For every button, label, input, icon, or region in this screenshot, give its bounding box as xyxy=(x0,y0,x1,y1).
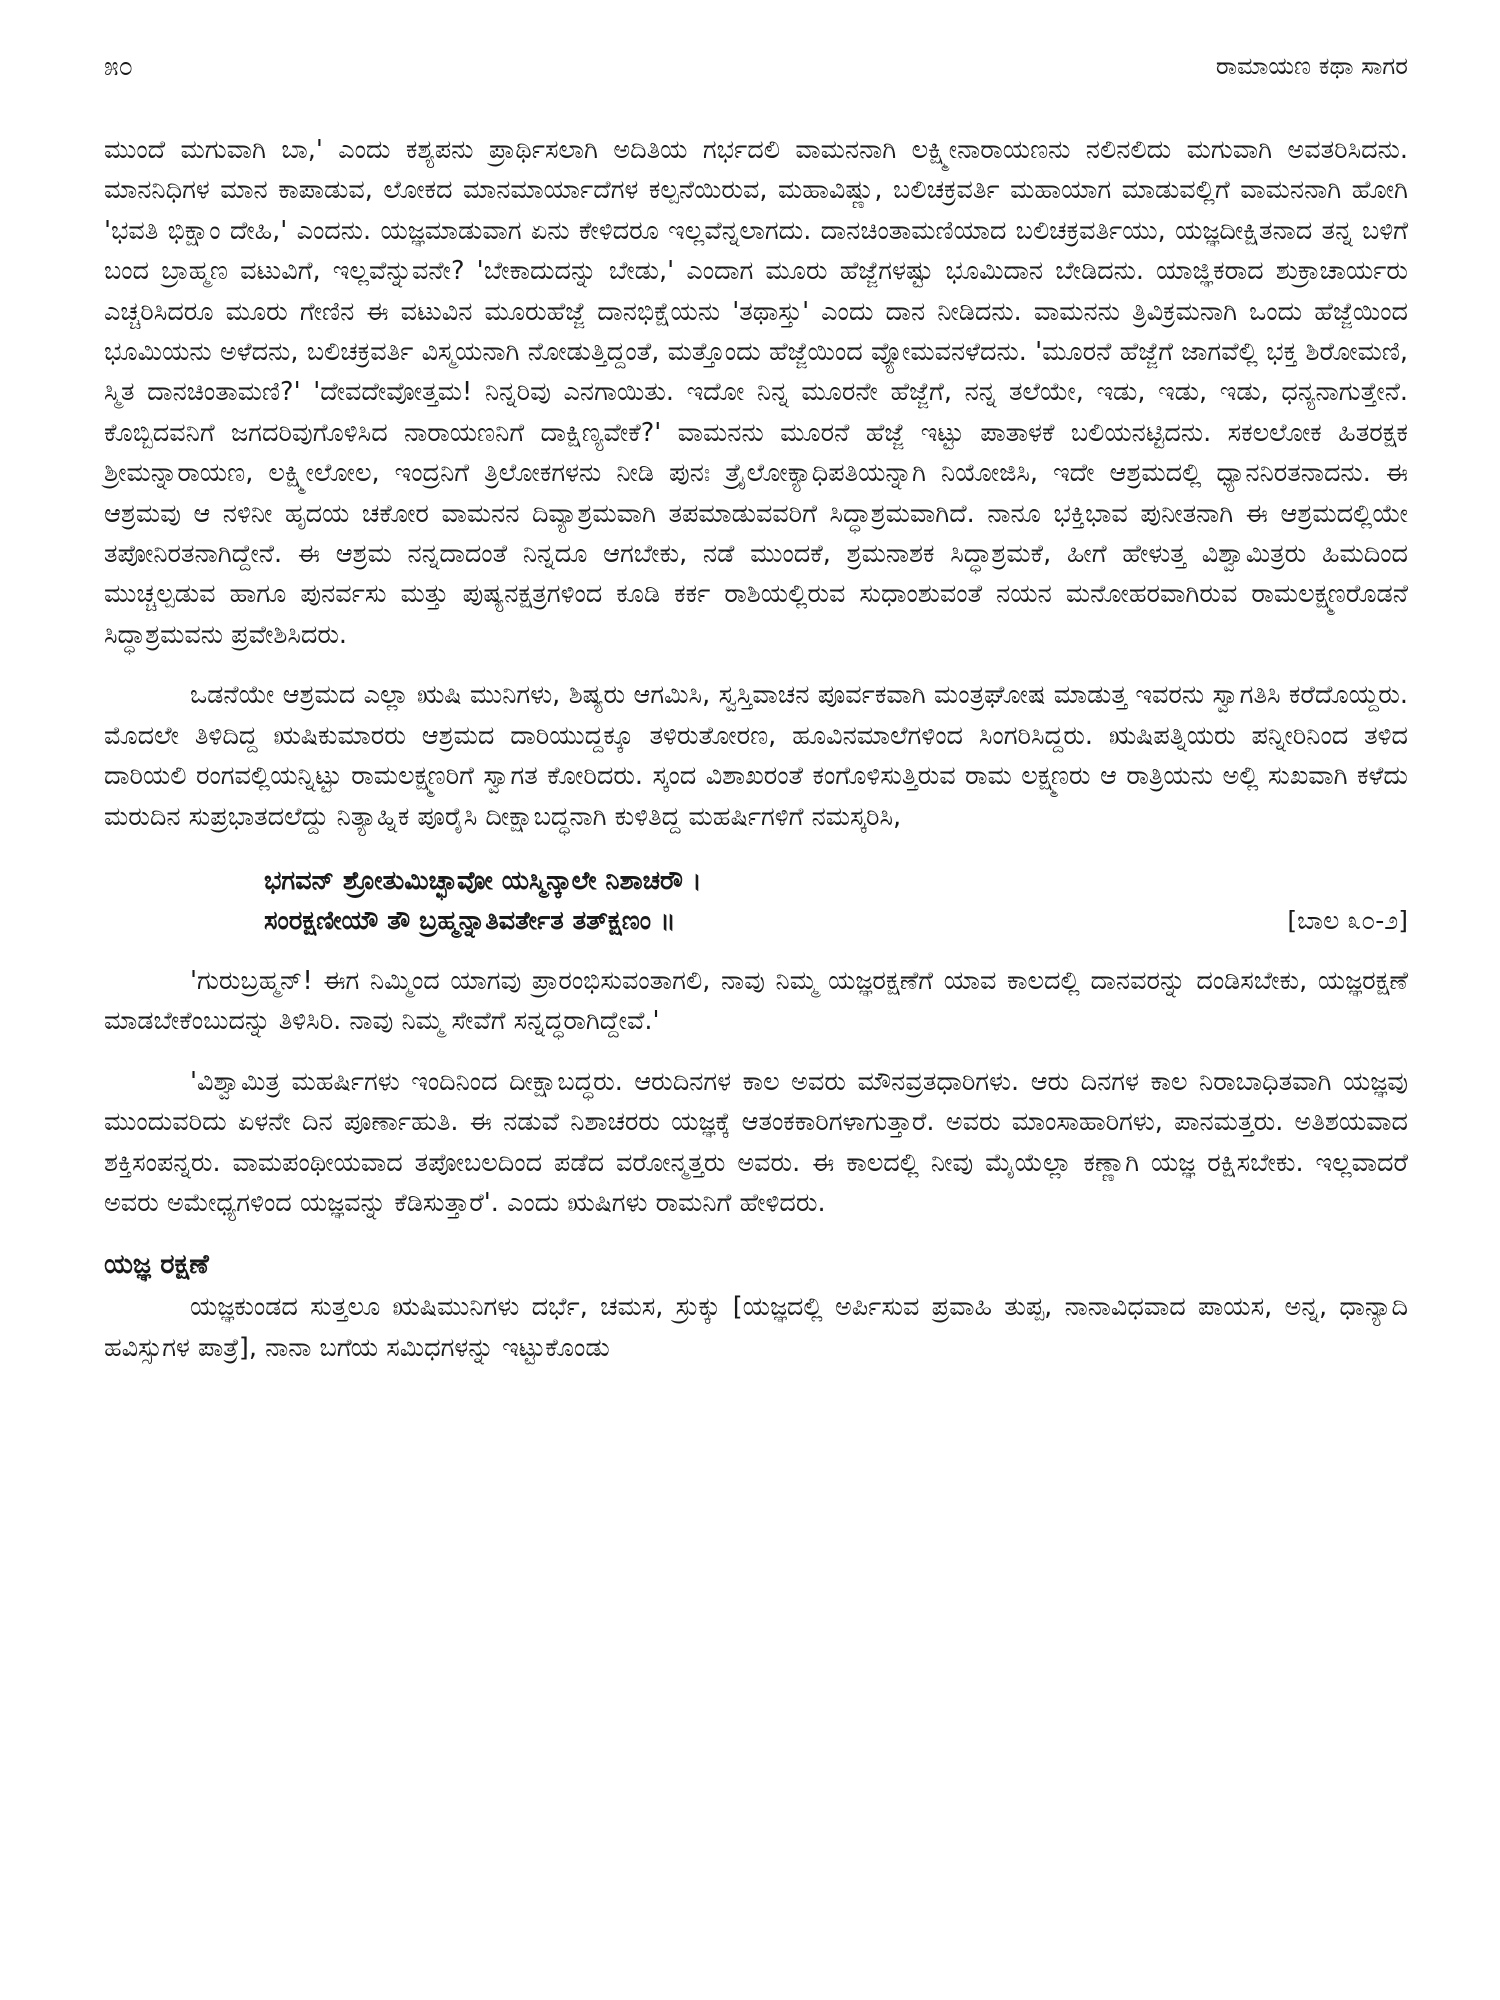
verse-line-2: ಸಂರಕ್ಷಣೀಯೌ ತೌ ಬ್ರಹ್ಮನ್ನಾತಿವರ್ತೇತ ತತ್ಕ್ಷಣಂ ॥ xyxy=(264,905,676,936)
paragraph-rishis-reply: 'ವಿಶ್ವಾಮಿತ್ರ ಮಹರ್ಷಿಗಳು ಇಂದಿನಿಂದ ದೀಕ್ಷಾಬದ್ಧರು. ಆರುದಿನಗಳ ಕಾಲ ಅವರು ಮೌನವ್ರತಧಾರಿಗಳು. ಆರು ದಿನಗಳ ಕಾಲ ನಿರಾಬಾಧಿತವಾಗಿ ಯಜ್ಞವು ಮುಂದುವರಿದು ಏಳನೇ ದಿನ ಪೂರ್ಣಾಹುತಿ. ಈ ನಡುವೆ ನಿಶಾಚರರು ಯಜ್ಞಕ್ಕೆ ಆತಂಕಕಾರಿಗಳಾಗುತ್ತಾರೆ. ಅವರು ಮಾಂಸಾಹಾರಿಗಳು, ಪಾನಮತ್ತರು. ಅತಿಶಯವಾದ ಶಕ್ತಿಸಂಪನ್ನರು. ವಾಮಪಂಥೀಯವಾದ ತಪೋಬಲದಿಂದ ಪಡೆದ ವರೋನ್ಮತ್ತರು ಅವರು. ಈ ಕಾಲದಲ್ಲಿ ನೀವು ಮೈಯೆಲ್ಲಾ ಕಣ್ಣಾಗಿ ಯಜ್ಞ ರಕ್ಷಿಸಬೇಕು. ಇಲ್ಲವಾದರೆ ಅವರು ಅಮೇಧ್ಯಗಳಿಂದ ಯಜ್ಞವನ್ನು ಕೆಡಿಸುತ್ತಾರೆ'. ಎಂದು ಋಷಿಗಳು ರಾಮನಿಗೆ ಹೇಳಿದರು. xyxy=(104,1066,1408,1218)
body-text xyxy=(104,130,1408,1368)
paragraph-rama-request: 'ಗುರುಬ್ರಹ್ಮನ್! ಈಗ ನಿಮ್ಮಿಂದ ಯಾಗವು ಪ್ರಾರಂಭಿಸುವಂತಾಗಲಿ, ನಾವು ನಿಮ್ಮ ಯಜ್ಞರಕ್ಷಣೆಗೆ ಯಾವ ಕಾಲದಲ್ಲಿ ದಾನವರನ್ನು ದಂಡಿಸಬೇಕು, ಯಜ್ಞರಕ್ಷಣೆ ಮಾಡಬೇಕೆಂಬುದನ್ನು ತಿಳಿಸಿರಿ. ನಾವು ನಿಮ್ಮ ಸೇವೆಗೆ ಸನ್ನದ್ಧರಾಗಿದ್ದೇವೆ.' xyxy=(104,965,1408,1037)
running-title: ರಾಮಾಯಣ ಕಥಾ ಸಾಗರ xyxy=(1215,52,1408,80)
verse-line-1: ಭಗವನ್ ಶ್ರೋತುಮಿಚ್ಛಾವೋ ಯಸ್ಮಿನ್ಕಾಲೇ ನಿಶಾಚರೌ । xyxy=(264,865,702,896)
page-header xyxy=(104,52,1408,96)
paragraph-vamana-story: ಮುಂದೆ ಮಗುವಾಗಿ ಬಾ,' ಎಂದು ಕಶ್ಯಪನು ಪ್ರಾರ್ಥಿಸಲಾಗಿ ಅದಿತಿಯ ಗರ್ಭದಲಿ ವಾಮನನಾಗಿ ಲಕ್ಷ್ಮೀನಾರಾಯಣನು ನಲಿನಲಿದು ಮಗುವಾಗಿ ಅವತರಿಸಿದನು. ಮಾನನಿಧಿಗಳ ಮಾನ ಕಾಪಾಡುವ, ಲೋಕದ ಮಾನಮಾರ್ಯಾದೆಗಳ ಕಲ್ಪನೆಯಿರುವ, ಮಹಾವಿಷ್ಣು, ಬಲಿಚಕ್ರವರ್ತಿ ಮಹಾಯಾಗ ಮಾಡುವಲ್ಲಿಗೆ ವಾಮನನಾಗಿ ಹೋಗಿ 'ಭವತಿ ಭಿಕ್ಷಾಂ ದೇಹಿ,' ಎಂದನು. ಯಜ್ಞಮಾಡುವಾಗ ಏನು ಕೇಳಿದರೂ ಇಲ್ಲವೆನ್ನಲಾಗದು. ದಾನಚಿಂತಾಮಣಿಯಾದ ಬಲಿಚಕ್ರವರ್ತಿಯು, ಯಜ್ಞದೀಕ್ಷಿತನಾದ ತನ್ನ ಬಳಿಗೆ ಬಂದ ಬ್ರಾಹ್ಮಣ ವಟುವಿಗೆ, ಇಲ್ಲವೆನ್ನುವನೇ? 'ಬೇಕಾದುದನ್ನು ಬೇಡು,' ಎಂದಾಗ ಮೂರು ಹೆಜ್ಜೆಗಳಷ್ಟು ಭೂಮಿದಾನ ಬೇಡಿದನು. ಯಾಜ್ಞಿಕರಾದ ಶುಕ್ರಾಚಾರ್ಯರು ಎಚ್ಚರಿಸಿದರೂ ಮೂರು ಗೇಣಿನ ಈ ವಟುವಿನ ಮೂರುಹೆಜ್ಜೆ ದಾನಭಿಕ್ಷೆಯನು 'ತಥಾಸ್ತು' ಎಂದು ದಾನ ನೀಡಿದನು. ವಾಮನನು ತ್ರಿವಿಕ್ರಮನಾಗಿ ಒಂದು ಹೆಜ್ಜೆಯಿಂದ ಭೂಮಿಯನು ಅಳೆದನು, ಬಲಿಚಕ್ರವರ್ತಿ ವಿಸ್ಮಯನಾಗಿ ನೋಡುತ್ತಿದ್ದಂತೆ, ಮತ್ತೊಂದು ಹೆಜ್ಜೆಯಿಂದ ವ್ಯೋಮವನಳೆದನು. 'ಮೂರನೆ ಹೆಜ್ಜೆಗೆ ಜಾಗವೆಲ್ಲಿ ಭಕ್ತ ಶಿರೋಮಣಿ, ಸ್ಮಿತ ದಾನಚಿಂತಾಮಣಿ?' 'ದೇವದೇವೋತ್ತಮ! ನಿನ್ನರಿವು ಎನಗಾಯಿತು. ಇದೋ ನಿನ್ನ ಮೂರನೇ ಹೆಜ್ಜೆಗೆ, ನನ್ನ ತಲೆಯೇ, ಇಡು, ಇಡು, ಇಡು, ಧನ್ಯನಾಗುತ್ತೇನೆ. ಕೊಬ್ಬಿದವನಿಗೆ ಜಗದರಿವುಗೊಳಿಸಿದ ನಾರಾಯಣನಿಗೆ ದಾಕ್ಷಿಣ್ಯವೇಕೆ?' ವಾಮನನು ಮೂರನೆ ಹೆಜ್ಜೆ ಇಟ್ಟು ಪಾತಾಳಕೆ ಬಲಿಯನಟ್ಟಿದನು. ಸಕಲಲೋಕ ಹಿತರಕ್ಷಕ ಶ್ರೀಮನ್ನಾರಾಯಣ, ಲಕ್ಷ್ಮೀಲೋಲ, ಇಂದ್ರನಿಗೆ ತ್ರಿಲೋಕಗಳನು ನೀಡಿ ಪುನಃ ತ್ರೈಲೋಕ್ಯಾಧಿಪತಿಯನ್ನಾಗಿ ನಿಯೋಜಿಸಿ, ಇದೇ ಆಶ್ರಮದಲ್ಲಿ ಧ್ಯಾನನಿರತನಾದನು. ಈ ಆಶ್ರಮವು ಆ ನಳಿನೀ ಹೃದಯ ಚಕೋರ ವಾಮನನ ದಿವ್ಯಾಶ್ರಮವಾಗಿ ತಪಮಾಡುವವರಿಗೆ ಸಿದ್ಧಾಶ್ರಮವಾಗಿದೆ. ನಾನೂ ಭಕ್ತಿಭಾವ ಪುನೀತನಾಗಿ ಈ ಆಶ್ರಮದಲ್ಲಿಯೇ ತಪೋನಿರತನಾಗಿದ್ದೇನೆ. ಈ ಆಶ್ರಮ ನನ್ನದಾದಂತೆ ನಿನ್ನದೂ ಆಗಬೇಕು, ನಡೆ ಮುಂದಕೆ, ಶ್ರಮನಾಶಕ ಸಿದ್ಧಾಶ್ರಮಕೆ, ಹೀಗೆ ಹೇಳುತ್ತ ವಿಶ್ವಾಮಿತ್ರರು ಹಿಮದಿಂದ ಮುಚ್ಚಲ್ಪಡುವ ಹಾಗೂ ಪುನರ್ವಸು ಮತ್ತು ಪುಷ್ಯನಕ್ಷತ್ರಗಳಿಂದ ಕೂಡಿ ಕರ್ಕ ರಾಶಿಯಲ್ಲಿರುವ ಸುಧಾಂಶುವಂತೆ ನಯನ ಮನೋಹರವಾಗಿರುವ ರಾಮಲಕ್ಷ್ಮಣರೊಡನೆ ಸಿದ್ಧಾಶ್ರಮವನು ಪ್ರವೇಶಿಸಿದರು. xyxy=(104,135,1408,650)
paragraph-yajna-setup: ಯಜ್ಞಕುಂಡದ ಸುತ್ತಲೂ ಋಷಿಮುನಿಗಳು ದರ್ಭೆ, ಚಮಸ, ಸ್ರುಕ್ಕು [ಯಜ್ಞದಲ್ಲಿ ಅರ್ಪಿಸುವ ಪ್ರವಾಹಿ ತುಪ್ಪ, ನಾನಾವಿಧವಾದ ಪಾಯಸ, ಅನ್ನ, ಧಾನ್ಯಾದಿ ಹವಿಸ್ಸುಗಳ ಪಾತ್ರೆ], ನಾನಾ ಬಗೆಯ ಸಮಿಧಗಳನ್ನು ಇಟ್ಟುಕೊಂಡು xyxy=(104,1292,1408,1363)
section-heading: ಯಜ್ಞ ರಕ್ಷಣೆ xyxy=(104,1249,209,1281)
page-number: ೫೦ xyxy=(104,52,134,82)
paragraph-ashrama-welcome: ಒಡನೆಯೇ ಆಶ್ರಮದ ಎಲ್ಲಾ ಋಷಿ ಮುನಿಗಳು, ಶಿಷ್ಯರು ಆಗಮಿಸಿ, ಸ್ವಸ್ತಿವಾಚನ ಪೂರ್ವಕವಾಗಿ ಮಂತ್ರಘೋಷ ಮಾಡುತ್ತ ಇವರನು ಸ್ವಾಗತಿಸಿ ಕರೆದೊಯ್ದರು. ಮೊದಲೇ ತಿಳಿದಿದ್ದ ಋಷಿಕುಮಾರರು ಆಶ್ರಮದ ದಾರಿಯುದ್ದಕ್ಕೂ ತಳಿರುತೋರಣ, ಹೂವಿನಮಾಲೆಗಳಿಂದ ಸಿಂಗರಿಸಿದ್ದರು. ಋಷಿಪತ್ನಿಯರು ಪನ್ನೀರಿನಿಂದ ತಳಿದ ದಾರಿಯಲಿ ರಂಗವಲ್ಲಿಯನ್ನಿಟ್ಟು ರಾಮಲಕ್ಷ್ಮಣರಿಗೆ ಸ್ವಾಗತ ಕೋರಿದರು. ಸ್ಕಂದ ವಿಶಾಖರಂತೆ ಕಂಗೊಳಿಸುತ್ತಿರುವ ರಾಮ ಲಕ್ಷ್ಮಣರು ಆ ರಾತ್ರಿಯನು ಅಲ್ಲಿ ಸುಖವಾಗಿ ಕಳೆದು ಮರುದಿನ ಸುಪ್ರಭಾತದಲೆದ್ದು ನಿತ್ಯಾಹ್ನಿಕ ಪೂರೈಸಿ ದೀಕ್ಷಾಬದ್ಧನಾಗಿ ಕುಳಿತಿದ್ದ ಮಹರ್ಷಿಗಳಿಗೆ ನಮಸ್ಕರಿಸಿ, xyxy=(104,680,1408,832)
sanskrit-verse xyxy=(264,861,1408,941)
verse-reference: [ಬಾಲ ೩೦-೨] xyxy=(1287,905,1408,935)
